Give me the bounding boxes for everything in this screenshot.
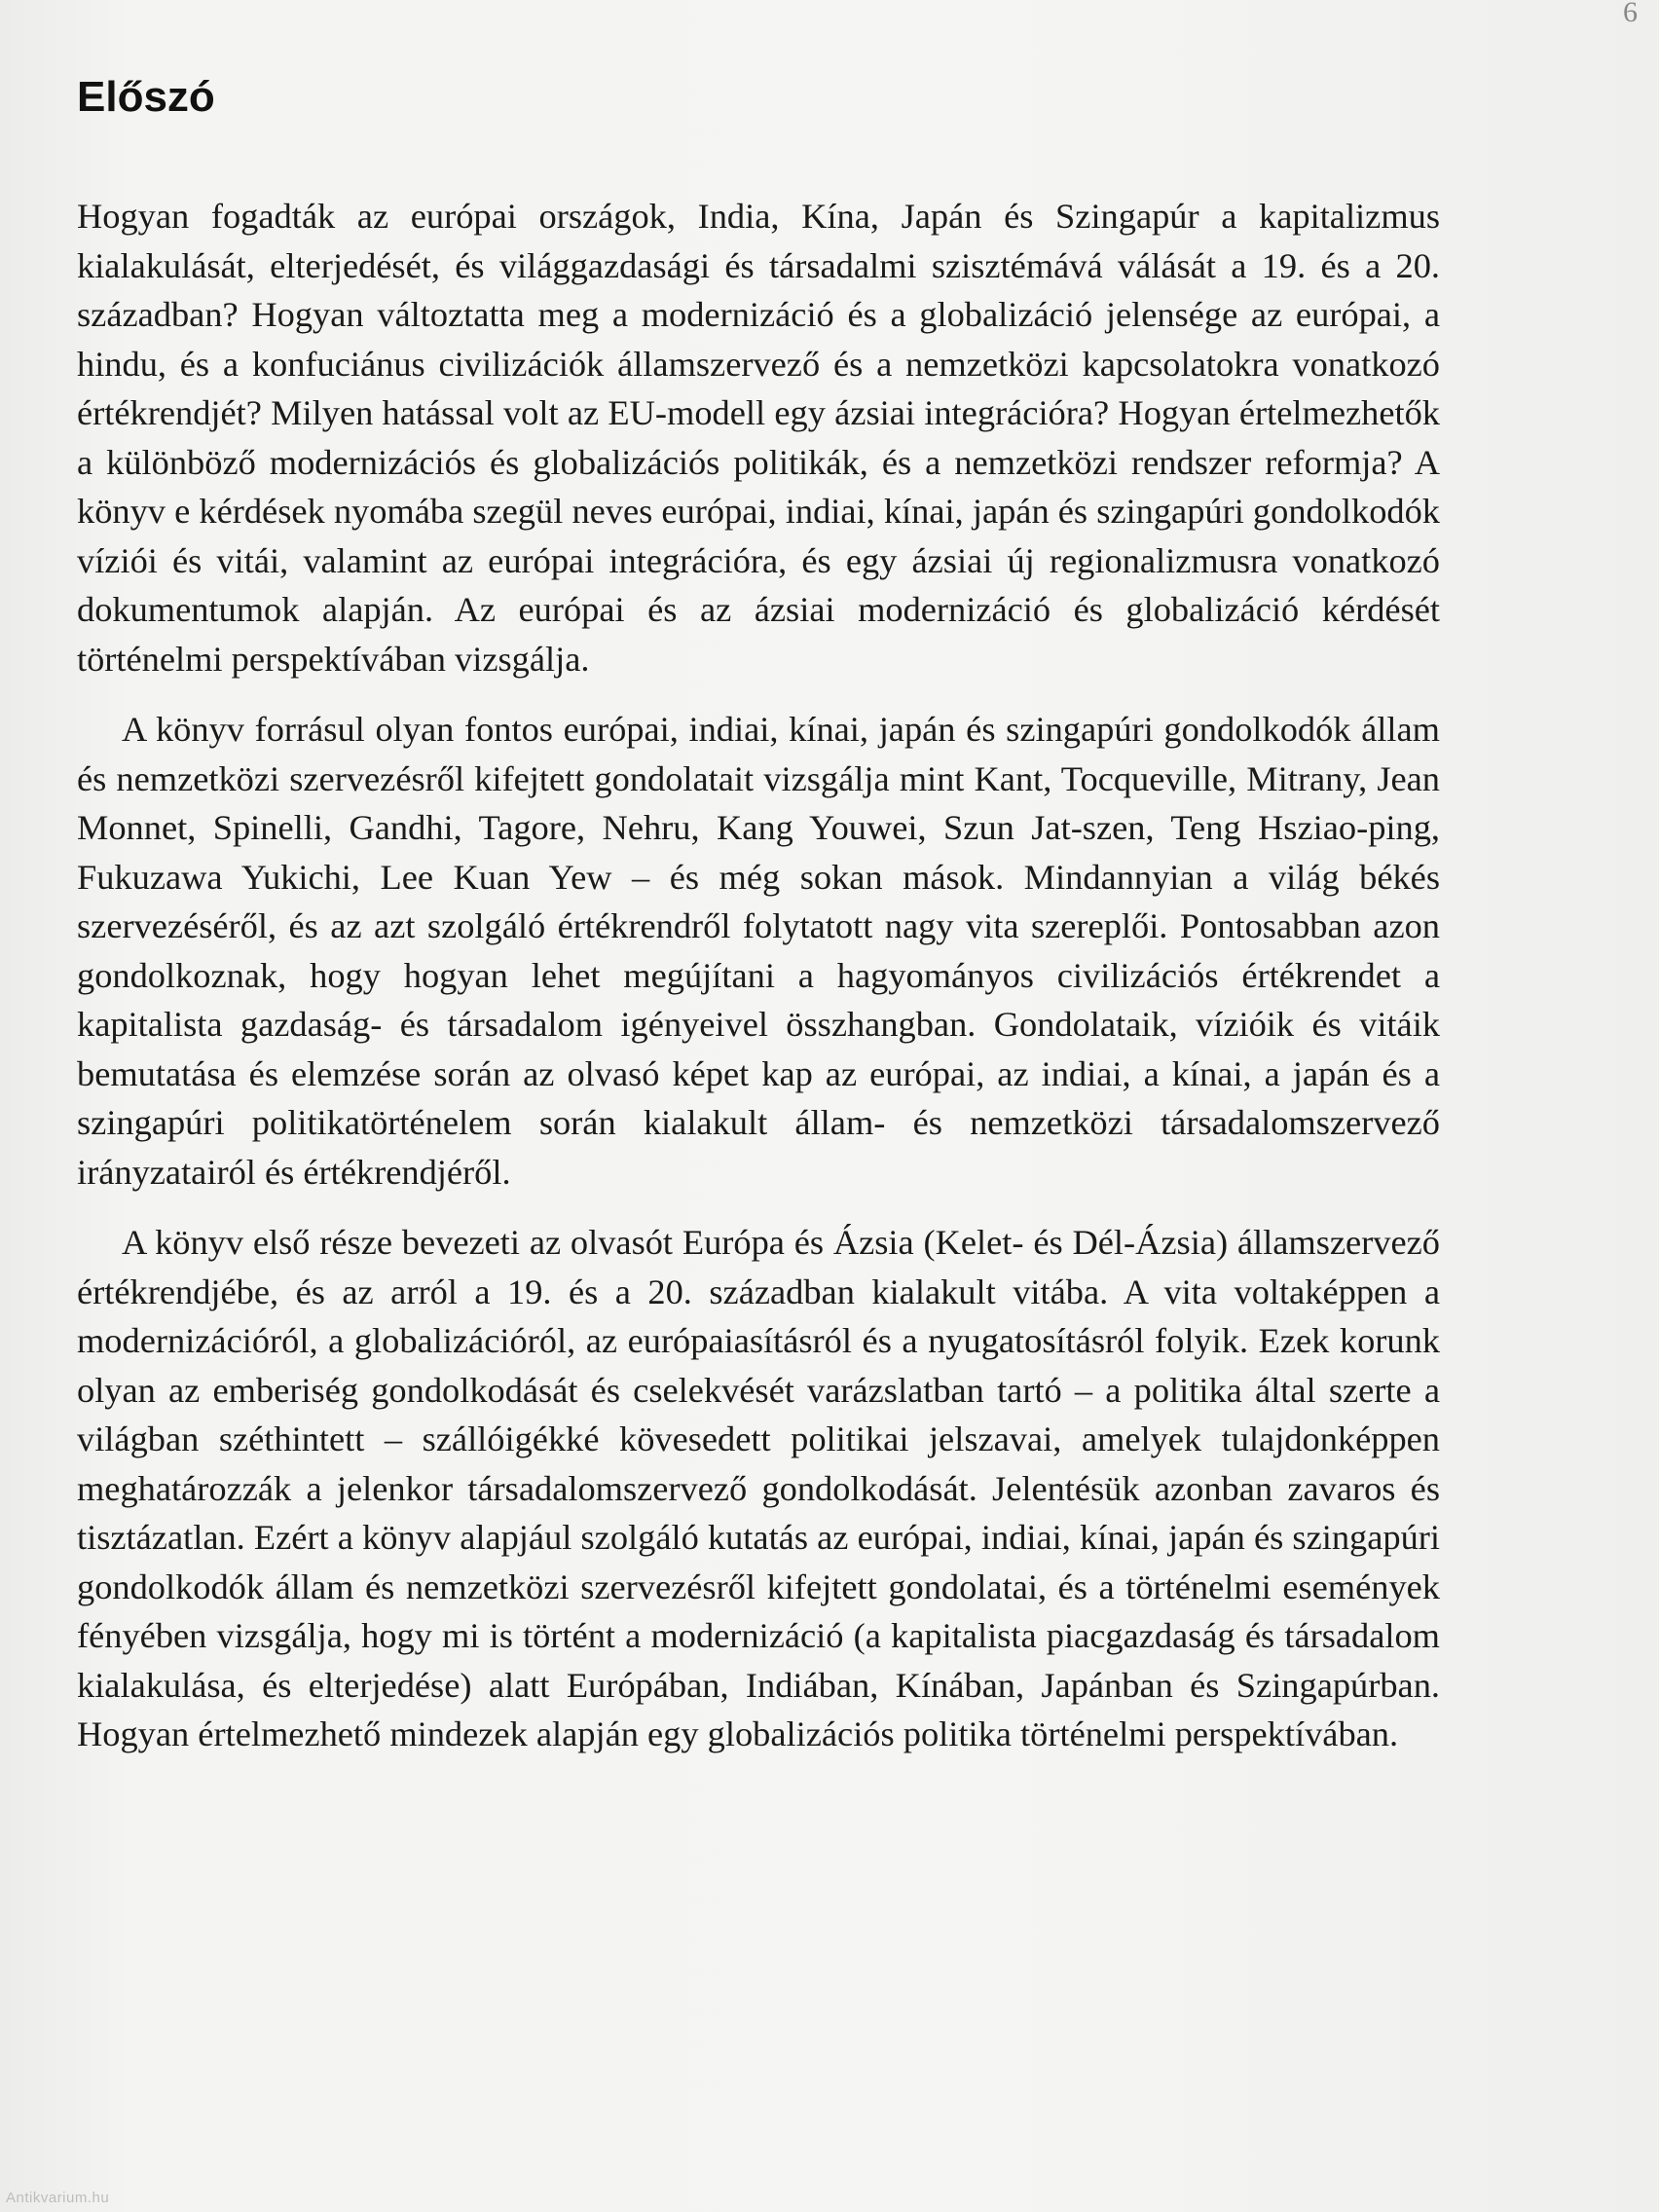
page-number: 6: [1623, 0, 1638, 28]
body-text: [77, 192, 1440, 1759]
paragraph-1: Hogyan fogadták az európai országok, India, Kína, Japán és Szingapúr a kapitalizmus kialakulását, elterjedését, és világgazdasági és társadalmi szisztémává válását a 19. és a 20. században? Hogyan változtatta meg a modernizáció és a globalizáció jelensége az európai, a hindu, és a konfuciánus civilizációk államszervező és a nemzetközi kapcsolatokra vonatkozó értékrendjét? Milyen hatással volt az EU-modell egy ázsiai integrációra? Hogyan értelmezhetők a különböző modernizációs és globalizációs politikák, és a nemzetközi rendszer reformja? A könyv e kérdések nyomába szegül neves európai, indiai, kínai, japán és szingapúri gondolkodók víziói és vitái, valamint az európai integrációra, és egy ázsiai új regionalizmusra vonatkozó dokumentumok alapján. Az európai és az ázsiai modernizáció és globalizáció kérdését történelmi perspektívában vizsgálja.: [77, 197, 1440, 679]
page-content: [77, 58, 1440, 1781]
paragraph-2: A könyv forrásul olyan fontos európai, indiai, kínai, japán és szingapúri gondolkodók állam és nemzetközi szervezésről kifejtett gondolatait vizsgálja mint Kant, Tocqueville, Mitrany, Jean Monnet, Spinelli, Gandhi, Tagore, Nehru, Kang Youwei, Szun Jat-szen, Teng Hsziao-ping, Fukuzawa Yukichi, Lee Kuan Yew – és még sokan mások. Mindannyian a világ békés szervezéséről, és az azt szolgáló értékrendről folytatott nagy vita szereplői. Pontosabban azon gondolkoznak, hogy hogyan lehet megújítani a hagyományos civilizációs értékrendet a kapitalista gazdaság- és társadalom igényeivel összhangban. Gondolataik, vízióik és vitáik bemutatása és elemzése során az olvasó képet kap az európai, az indiai, a kínai, a japán és a szingapúri politikatörténelem során kialakult állam- és nemzetközi társadalomszervező irányzatairól és értékrendjéről.: [77, 710, 1440, 1192]
page-title: Előszó: [77, 73, 215, 121]
paragraph-3: A könyv első része bevezeti az olvasót Európa és Ázsia (Kelet- és Dél-Ázsia) államszervező értékrendjébe, és az arról a 19. és a 20. században kialakult vitába. A vita voltaképpen a modernizációról, a globalizációról, az európaiasításról és a nyugatosításról folyik. Ezek korunk olyan az emberiség gondolkodását és cselekvését varázslatban tartó – a politika által szerte a világban széthintett – szállóigékké kövesedett politikai jelszavai, amelyek tulajdonképpen meghatározzák a jelenkor társadalomszervező gondolkodását. Jelentésük azonban zavaros és tisztázatlan. Ezért a könyv alapjául szolgáló kutatás az európai, indiai, kínai, japán és szingapúri gondolkodók állam és nemzetközi szervezésről kifejtett gondolatai, és a történelmi események fényében vizsgálja, hogy mi is történt a modernizáció (a kapitalista piacgazdaság és társadalom kialakulása, és elterjedése) alatt Európában, Indiában, Kínában, Japánban és Szingapúrban. Hogyan értelmezhető mindezek alapján egy globalizációs politika történelmi perspektívában.: [77, 1223, 1440, 1753]
watermark: Antikvarium.hu: [6, 2190, 110, 2206]
